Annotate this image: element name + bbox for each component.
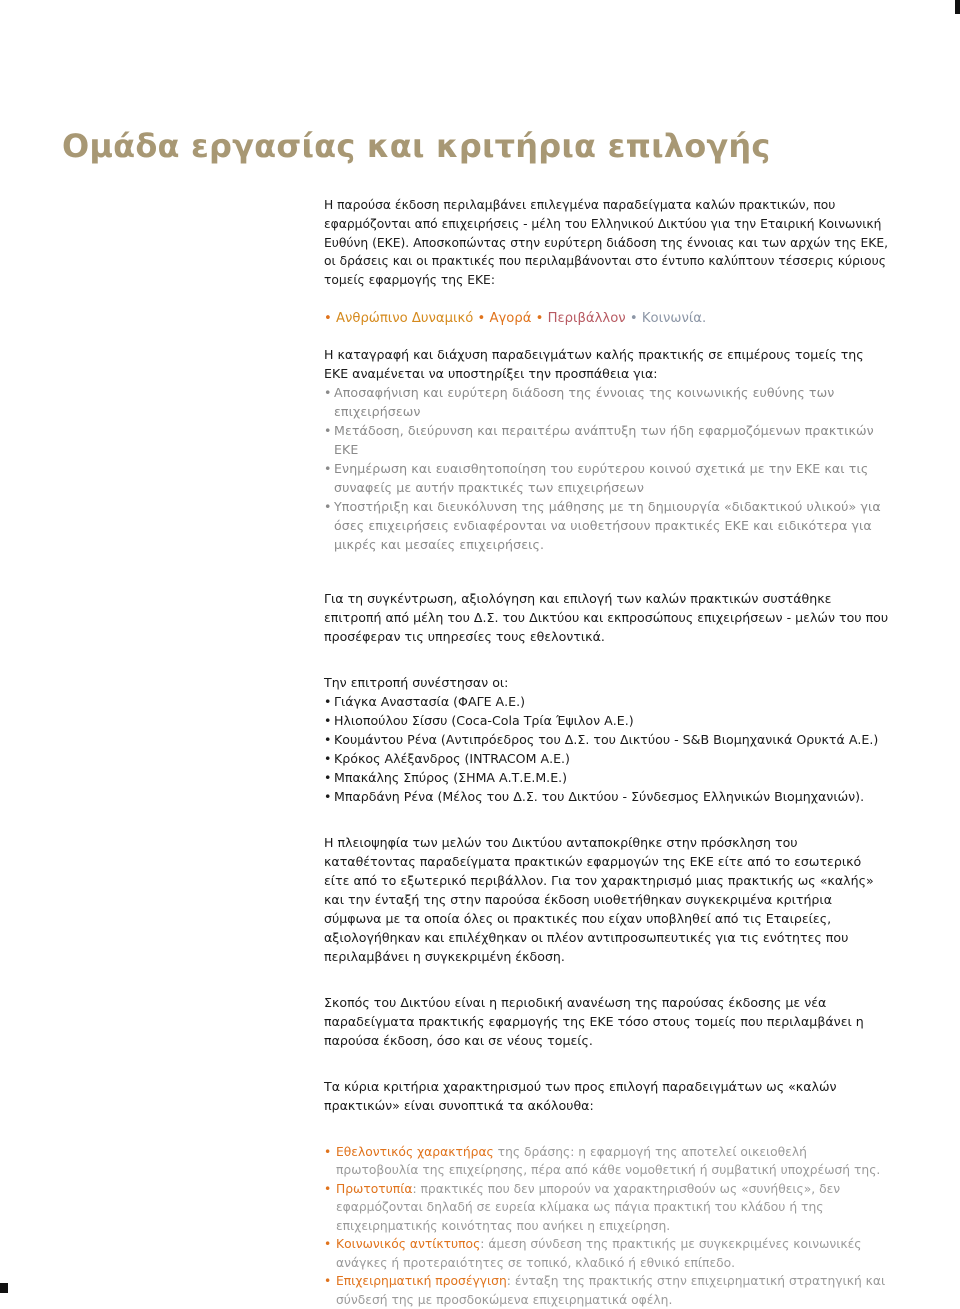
criteria-term: Επιχειρηματική προσέγγιση (336, 1274, 507, 1289)
main-content (324, 196, 890, 1309)
sector-list: • Ανθρώπινο Δυναμικό • Αγορά • Περιβάλλον • Κοινωνία. (324, 310, 707, 326)
list-item: • Ενημέρωση και ευαισθητοποίηση του ευρύτερου κοινού σχετικά με την ΕΚΕ και τις συναφείς με αυτήν πρακτικές των επιχειρήσεων (324, 459, 890, 497)
page-title: Ομάδα εργασίας και κριτήρια επιλογής (62, 127, 771, 166)
criteria-text: : ένταξη της πρακτικής στην επιχειρηματική στρατηγική και σύνδεσή της με προσδοκώμενα επιχειρηματικά οφέλη. (336, 1274, 886, 1307)
purpose-list (324, 383, 890, 554)
criteria-text: της δράσης: η εφαρμογή της αποτελεί οικειοθελή πρωτοβουλία της επιχείρησης, πέρα από κάθε νομοθετική ή συμβατική υποχρέωσή της. (336, 1144, 881, 1178)
sector-market: Αγορά (489, 310, 532, 326)
purpose-lead: Η καταγραφή και διάχυση παραδειγμάτων καλής πρακτικής σε επιμέρους τομείς της ΕΚΕ αναμένεται να υποστηρίξει την προσπάθεια για: (324, 346, 864, 381)
criteria-item (324, 1235, 890, 1272)
criteria-item (324, 1143, 890, 1180)
criteria-term: Εθελοντικός χαρακτήρας (336, 1144, 494, 1159)
criteria-text: : άμεση σύνδεση της πρακτικής με συγκεκριμένες κοινωνικές ανάγκες ή προτεραιότητες σε τοπικό, κλαδικό ή εθνικό επίπεδο. (336, 1237, 862, 1270)
scan-edge-mark (0, 1283, 8, 1293)
criteria-lead: Τα κύρια κριτήρια χαρακτηρισμού των προς επιλογή παραδειγμάτων ως «καλών πρακτικών» είναι συνοπτικά τα ακόλουθα: (324, 1078, 837, 1113)
criteria-text: : πρακτικές που δεν μπορούν να χαρακτηρισθούν ως «συνήθεις», δεν εφαρμόζονται δηλαδή σε ευρεία κλίμακα ως πάγια πρακτική του κλάδου ή της επιχειρηματικής κοινότητας που ανήκει η επιχείρηση. (336, 1181, 841, 1233)
list-item: • Υποστήριξη και διευκόλυνση της μάθησης με τη δημιουργία «διδακτικού υλικού» για όσες επιχειρήσεις ενδιαφέρονται να υιοθετήσουν πρακτικές ΕΚΕ και ειδικότερα για μικρές και μεσαίες επιχειρήσεις. (324, 497, 890, 554)
committee-lead: Την επιτροπή συνέστησαν οι: (324, 674, 509, 690)
criteria-term: Πρωτοτυπία (336, 1181, 413, 1196)
response-paragraph: Η πλειοψηφία των μελών του Δικτύου ανταποκρίθηκε στην πρόσκληση του καταθέτοντας παραδείγματα πρακτικών εφαρμογών της ΕΚΕ είτε από το εσωτερικό είτε από το εξωτερικό περιβάλλον. Για τον χαρακτηρισμό μιας πρακτικής ως «καλής» και την ένταξή της στην παρούσα έκδοση υιοθετήθηκαν συγκεκριμένα κριτήρια σύμφωνα με τα οποία όλες οι πρακτικές που είχαν υποβληθεί από τις Εταιρείες, αξιολογήθηκαν και επιλέχθηκαν οι πλέον αντιπροσωπευτικές για τις ενότητες που περιλαμβάνει η συγκεκριμένη έκδοση. (324, 834, 874, 964)
intro-paragraph: Η παρούσα έκδοση περιλαμβάνει επιλεγμένα παραδείγματα καλών πρακτικών, που εφαρμόζονται από επιχειρήσεις - μέλη του Ελληνικού Δικτύου για την Εταιρική Κοινωνική Ευθύνη (ΕΚΕ). Αποσκοπώντας στην ευρύτερη διάδοση της έννοιας και των αρχών της ΕΚΕ, οι δράσεις και οι πρακτικές που περιλαμβάνονται στο έντυπο καλύπτουν τέσσερις κύριους τομείς εφαρμογής της ΕΚΕ: (324, 198, 889, 288)
committee-paragraph: Για τη συγκέντρωση, αξιολόγηση και επιλογή των καλών πρακτικών συστάθηκε επιτροπή από μέλη του Δ.Σ. του Δικτύου και εκπροσώπους επιχειρήσεων - μελών του που προσέφεραν τις υπηρεσίες τους εθελοντικά. (324, 590, 889, 644)
list-item: • Κρόκος Αλέξανδρος (INTRACOM Α.Ε.) (324, 749, 890, 768)
criteria-item (324, 1272, 890, 1309)
criteria-item (324, 1180, 890, 1236)
criteria-list (324, 1143, 890, 1309)
list-item: • Μετάδοση, διεύρυνση και περαιτέρω ανάπτυξη των ήδη εφαρμοζόμενων πρακτικών ΕΚΕ (324, 421, 890, 459)
sector-environment: Περιβάλλον (547, 310, 626, 326)
list-item: • Μπαρδάνη Ρένα (Μέλος του Δ.Σ. του Δικτύου - Σύνδεσμος Ελληνικών Βιομηχανιών). (324, 787, 890, 806)
criteria-term: Κοινωνικός αντίκτυπος (336, 1237, 481, 1252)
sector-human-resources: Ανθρώπινο Δυναμικό (335, 310, 474, 326)
list-item: • Ηλιοπούλου Σίσσυ (Coca-Cola Τρία Έψιλον Α.Ε.) (324, 711, 890, 730)
list-item: • Αποσαφήνιση και ευρύτερη διάδοση της έννοιας της κοινωνικής ευθύνης των επιχειρήσεων (324, 383, 890, 421)
sector-society: Κοινωνία. (641, 310, 707, 326)
list-item: • Γιάγκα Αναστασία (ΦΑΓΕ Α.Ε.) (324, 692, 890, 711)
scan-edge-mark (955, 0, 960, 14)
list-item: • Κουμάντου Ρένα (Αντιπρόεδρος του Δ.Σ. του Δικτύου - S&B Βιομηχανικά Ορυκτά Α.Ε.) (324, 730, 890, 749)
committee-members (324, 692, 890, 806)
goal-paragraph: Σκοπός του Δικτύου είναι η περιοδική ανανέωση της παρούσας έκδοσης με νέα παραδείγματα πρακτικής εφαρμογής της ΕΚΕ τόσο στους τομείς που περιλαμβάνει η παρούσα έκδοση, όσο και σε νέους τομείς. (324, 994, 864, 1048)
list-item: • Μπακάλης Σπύρος (ΣΗΜΑ Α.Τ.Ε.Μ.Ε.) (324, 768, 890, 787)
